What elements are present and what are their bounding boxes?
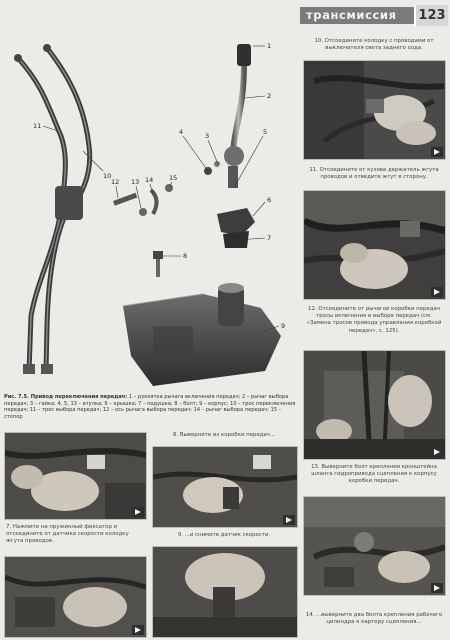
arrow-badge-icon [431, 583, 443, 593]
arrow-badge-icon [283, 515, 295, 525]
step-7-caption: 7. Нажмите на пружинный фиксатор и отсоедините от датчика скорости колодку жгута проводов. [6, 524, 129, 545]
callout-4: 4 [179, 128, 184, 136]
step-7-photo [4, 432, 147, 520]
shift-lever [204, 44, 251, 188]
page-number: 123 [414, 5, 448, 26]
step-8-photo [152, 446, 298, 528]
gearshift-illustration [3, 26, 299, 402]
step-10-caption: 10. Отсоедините колодку с проводами от выключателя света заднего хода. [314, 38, 434, 52]
figure-caption-body: 1 – рукоятка рычага включения передач; 2 – рычаг выбора передач; 3 – гайка; 4, 5, 13 – втулка; 6 – крышка; 7 – подушка; 8 – болт; 9 – корпус; 10 – трос переключения передач; 11 – трос выбора передач; 12 – ось рычага выбора передач; 14 – рычаг выбора передач; 15 – стопор [4, 394, 296, 420]
bolt [153, 251, 163, 277]
gearbox-levers-photo [304, 351, 445, 459]
arrow-badge-icon [431, 147, 443, 157]
harness-photo [304, 191, 445, 299]
callout-10: 10 [103, 172, 112, 180]
step-9-caption: 9. ...и снимите датчик скорости. [177, 532, 271, 538]
figure-caption-title: Рис. 7.5. Привод переключения передач: [4, 394, 128, 400]
step-11-caption: 11. Отсоедините от кузова держатель жгута проводов и отведите жгут в сторону. [309, 167, 439, 181]
arrow-badge-icon [132, 625, 144, 635]
bracket-bolt-photo [304, 497, 445, 595]
step-14-caption: 14. ...выверните два болта крепления рабочего цилиндра к картеру сцепления... [305, 612, 443, 626]
callout-15: 15 [169, 174, 178, 182]
step-8b-photo [4, 556, 147, 638]
arrow-badge-icon [431, 447, 443, 457]
callout-14: 14 [145, 176, 154, 184]
engine-bay-photo [304, 61, 445, 159]
callout-12: 12 [111, 178, 120, 186]
callout-6: 6 [267, 196, 272, 204]
gearbox-housing-photo [5, 557, 146, 637]
step-12-caption: 12. Отсоедините от рычагов коробки передач тросы включения и выбора передач (см. «Замена тросов привода управления коробкой передач», с. 125). [306, 306, 442, 334]
callout-9: 9 [281, 322, 286, 330]
figure-caption [4, 394, 296, 420]
step-13-caption: 13. Выверните болт крепления кронштейна шланга гидропривода сцепления к корпусу коробки передач. [311, 464, 437, 485]
step-8-caption: 8. Выверните из коробки передач... [172, 432, 275, 438]
step-12-photo [303, 350, 446, 460]
callout-5: 5 [263, 128, 268, 136]
step-13-photo [303, 496, 446, 596]
callout-2: 2 [267, 92, 272, 100]
step-11-photo [303, 190, 446, 300]
callout-8: 8 [183, 252, 188, 260]
arrow-badge-icon [431, 287, 443, 297]
sensor-removed-photo [153, 547, 297, 637]
lever-cover [217, 208, 255, 248]
arrow-badge-icon [132, 507, 144, 517]
section-title: трансмиссия [306, 8, 397, 22]
callout-7: 7 [267, 234, 272, 242]
callout-1: 1 [267, 42, 272, 50]
step-10-photo [303, 60, 446, 160]
lever-housing [123, 283, 281, 386]
gearshift-diagram [3, 26, 299, 402]
callout-13: 13 [131, 178, 140, 186]
callout-3: 3 [205, 132, 210, 140]
sensor-removal-photo [153, 447, 297, 527]
speed-sensor-connector-photo [5, 433, 146, 519]
step-9-photo [152, 546, 298, 638]
selector-axle [113, 193, 137, 206]
callout-11: 11 [33, 122, 42, 130]
